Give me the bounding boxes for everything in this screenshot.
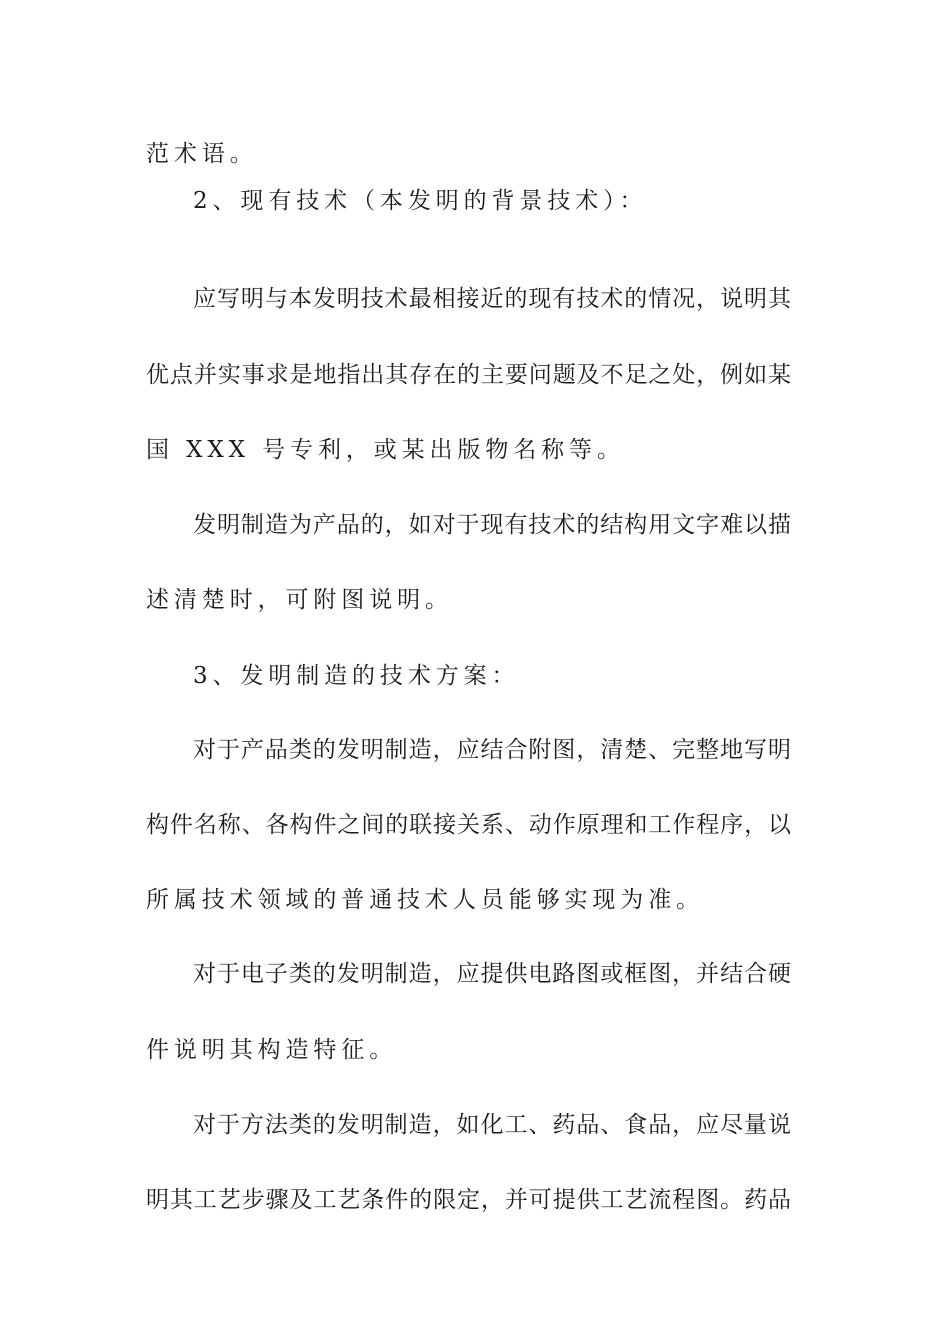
text-line: 对于方法类的发明制造，如化工、药品、食品，应尽量说	[193, 1112, 791, 1138]
text-line: 优点并实事求是地指出其存在的主要问题及不足之处，例如某	[146, 362, 791, 388]
text-line: 述清楚时，可附图说明。	[146, 587, 453, 613]
text-line: 构件名称、各构件之间的联接关系、动作原理和工作程序，以	[146, 812, 791, 838]
section-heading: 2、现有技术（本发明的背景技术）：	[193, 188, 648, 214]
text-line: 对于产品类的发明制造，应结合附图，清楚、完整地写明	[193, 737, 791, 763]
text-line: 件说明其构造特征。	[146, 1037, 398, 1063]
text-line: 所属技术领域的普通技术人员能够实现为准。	[146, 887, 704, 913]
text-line: 发明制造为产品的，如对于现有技术的结构用文字难以描	[193, 512, 791, 538]
text-line: 明其工艺步骤及工艺条件的限定，并可提供工艺流程图。药品	[146, 1187, 791, 1213]
text-line: 对于电子类的发明制造，应提供电路图或框图，并结合硬	[193, 961, 791, 987]
text-line: 国 XXX 号专利，或某出版物名称等。	[146, 437, 625, 463]
text-line: 应写明与本发明技术最相接近的现有技术的情况，说明其	[193, 286, 791, 312]
section-heading: 3、发明制造的技术方案：	[193, 663, 520, 689]
text-line: 范术语。	[146, 141, 258, 167]
